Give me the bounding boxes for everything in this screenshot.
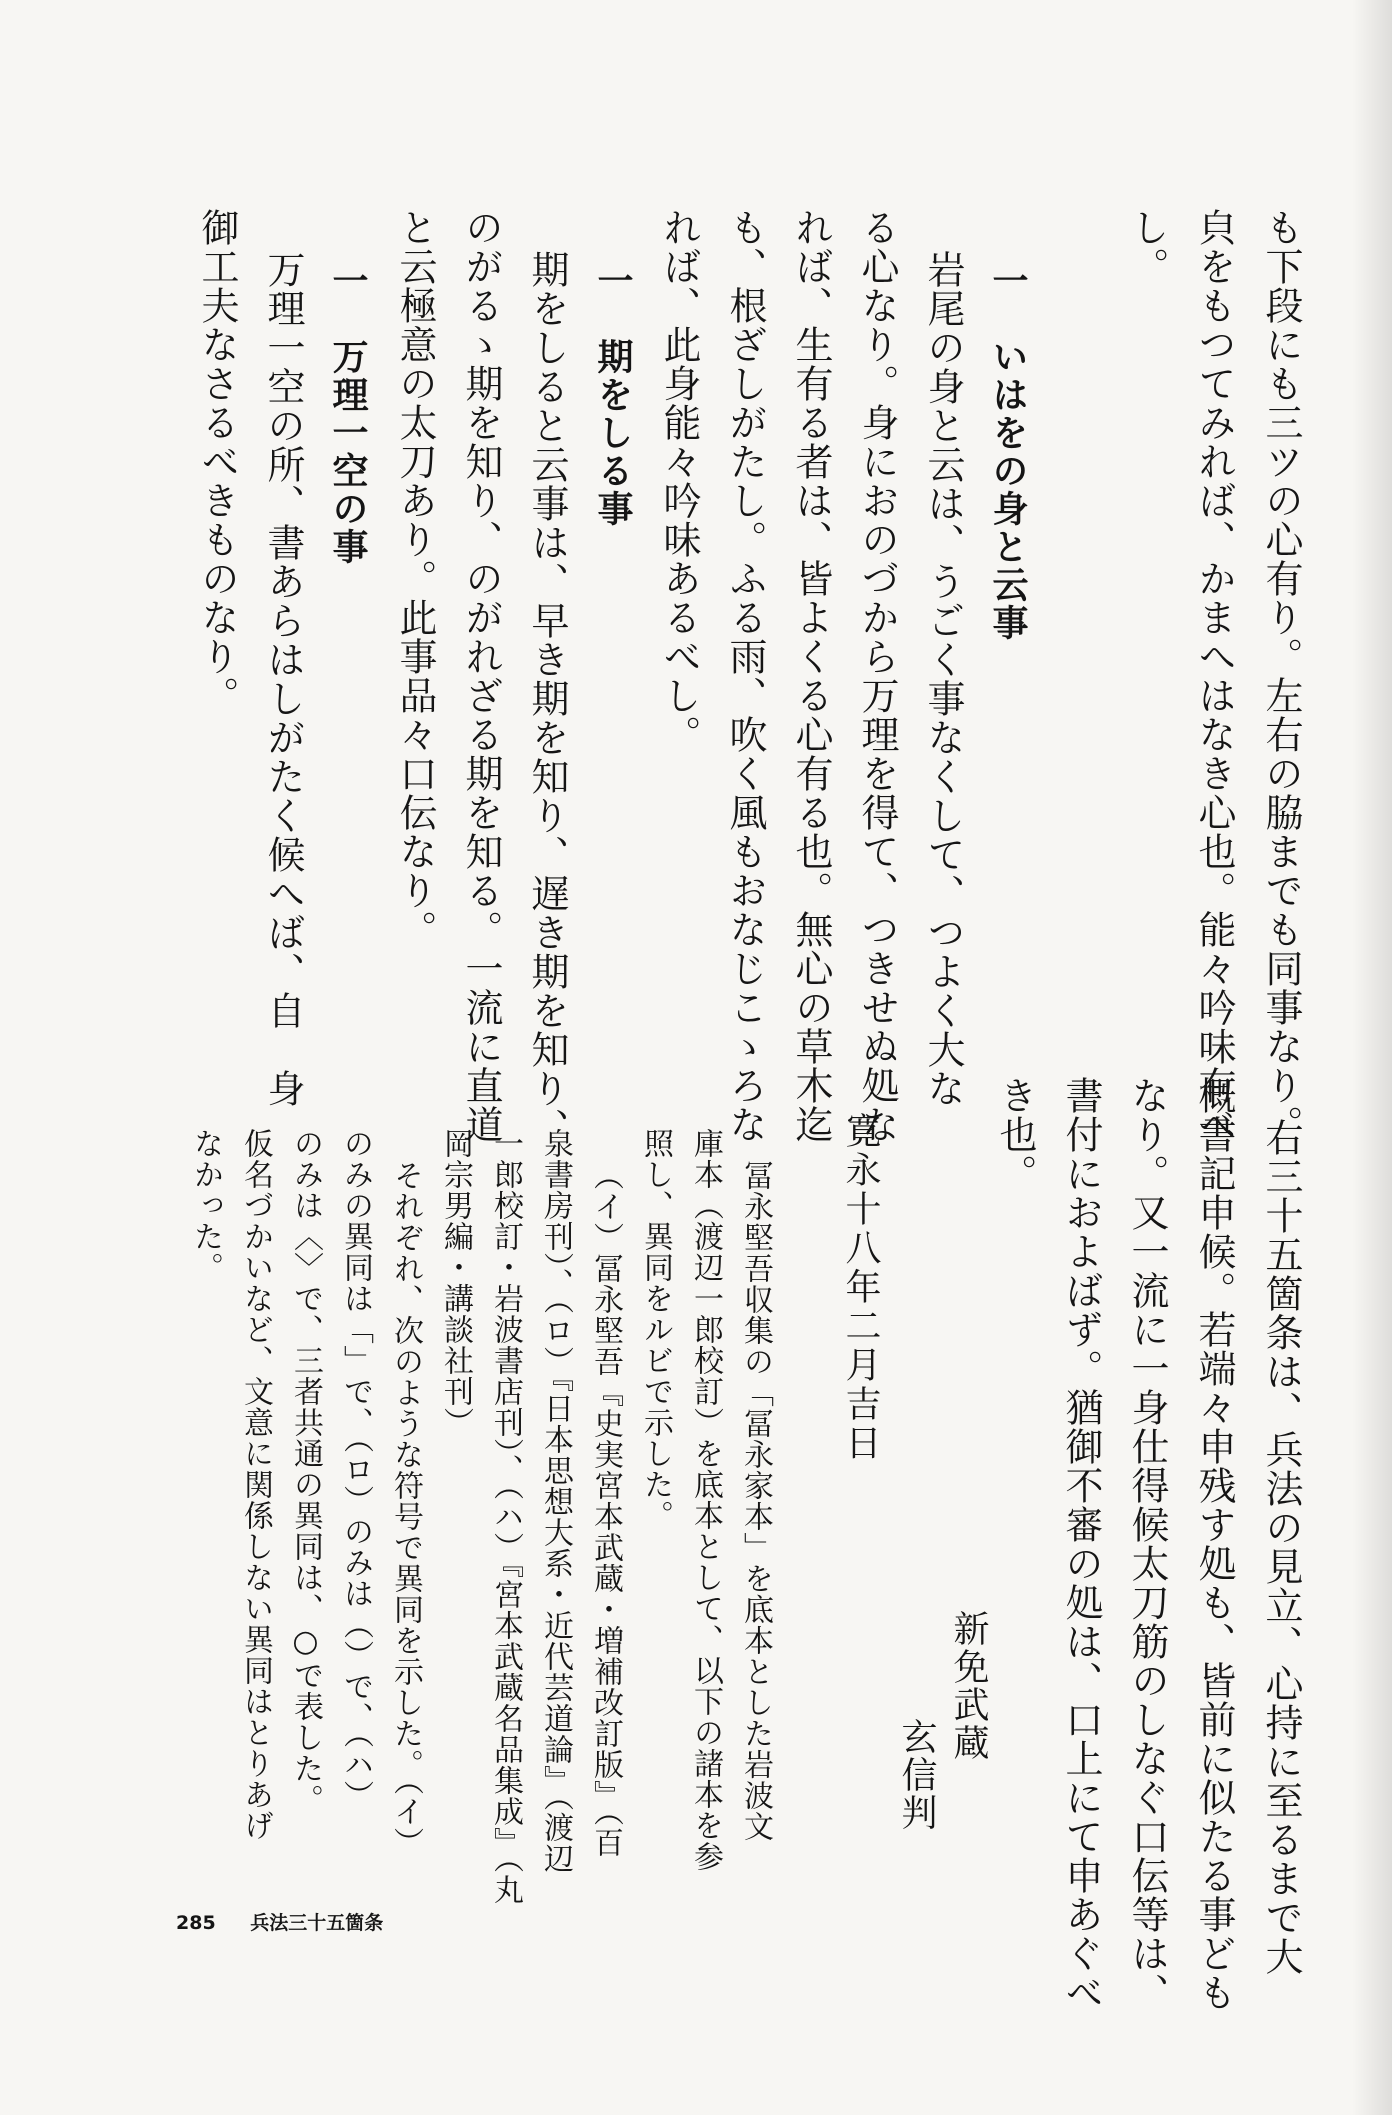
date-line: 寛永十八年二月吉日 <box>840 1112 881 1463</box>
text-column: も、根ざしがたし。ふる雨、吹く風もおなじこゝろな <box>723 208 767 1144</box>
note-column: 一郎校訂・岩波書店刊）、（ハ）『宮本武蔵名品集成』（丸 <box>488 1128 523 1905</box>
text-column: れば、生有る者は、皆よくる心有る也。無心の草木迄 <box>789 208 833 1144</box>
note-column: のみの異同は「」で、（ロ）のみは（）で、（ハ） <box>338 1128 373 1811</box>
text-column: 㒵をもつてみれば、かまへはなき心也。能々吟味有べ <box>1192 208 1236 1144</box>
running-title: 兵法三十五箇条 <box>250 1912 384 1934</box>
closing-column: 書付におよばず。猶御不審の処は、口上にて申あぐべ <box>1059 1076 1103 2012</box>
note-column: 岡宗男編・講談社刊） <box>438 1128 473 1438</box>
closing-column: 右三十五箇条は、兵法の見立、心持に至るまで大 <box>1259 1118 1303 1976</box>
note-column: 泉書房刊）、（ロ）『日本思想大系・近代芸道論』（渡辺 <box>538 1128 573 1874</box>
text-column: のがるゝ期を知り、のがれざる期を知る。一流に直道 <box>459 208 503 1144</box>
signature-name: 新免武蔵 <box>948 1610 989 1762</box>
note-column: のみは〈〉で、三者共通の異同は、○で表した。 <box>288 1128 323 1815</box>
note-column: なかった。 <box>188 1128 223 1283</box>
note-column: 照し、異同をルビで示した。 <box>638 1128 673 1531</box>
text-column: れば、此身能々吟味あるべし。 <box>657 208 701 754</box>
closing-column: き也。 <box>993 1076 1037 1193</box>
note-column: 仮名づかいなど、文意に関係しない異同はとりあげ <box>238 1128 273 1841</box>
text-column: と云極意の太刀あり。此事品々口伝なり。 <box>393 208 437 949</box>
note-column: （イ）冨永堅吾『史実宮本武蔵・増補改訂版』（百 <box>588 1160 623 1858</box>
text-column: も下段にも三ツの心有り。左右の脇までも同事なり。 <box>1259 208 1303 1144</box>
signature-title: 玄信判 <box>896 1718 937 1832</box>
page-number: 285 <box>176 1912 216 1934</box>
note-column: 庫本（渡辺一郎校訂）を底本として、以下の諸本を参 <box>688 1128 723 1872</box>
text-column: 万理一空の所、書あらはしがたく候へば、自 身 <box>261 250 305 1108</box>
text-column: 期をしると云事は、早き期を知り、遅き期を知り、 <box>525 250 569 1147</box>
text-column: し。 <box>1125 208 1169 286</box>
section-heading: 一 いはをの身と云事 <box>987 262 1029 642</box>
closing-column: 概書記申候。若端々申残す処も、皆前に似たる事ども <box>1192 1076 1236 2012</box>
page-edge-shadow <box>1352 0 1392 2115</box>
text-column: 御工夫なさるべきものなり。 <box>195 208 239 715</box>
note-column: 冨永堅吾収集の「冨永家本」を底本とした岩波文 <box>738 1160 773 1842</box>
note-column: それぞれ、次のような符号で異同を示した。（イ） <box>388 1160 423 1858</box>
page-footer <box>176 1908 383 1935</box>
text-column: 岩尾の身と云は、うごく事なくして、つよく大な <box>921 250 965 1108</box>
section-heading: 一 期をしる事 <box>592 262 634 528</box>
section-heading: 一 万理一空の事 <box>327 262 369 566</box>
text-column: る心なり。身におのづから万理を得て、つきせぬ処な <box>855 208 899 1144</box>
closing-column: なり。又一流に一身仕得候太刀筋のしなぐ口伝等は、 <box>1125 1076 1169 2012</box>
